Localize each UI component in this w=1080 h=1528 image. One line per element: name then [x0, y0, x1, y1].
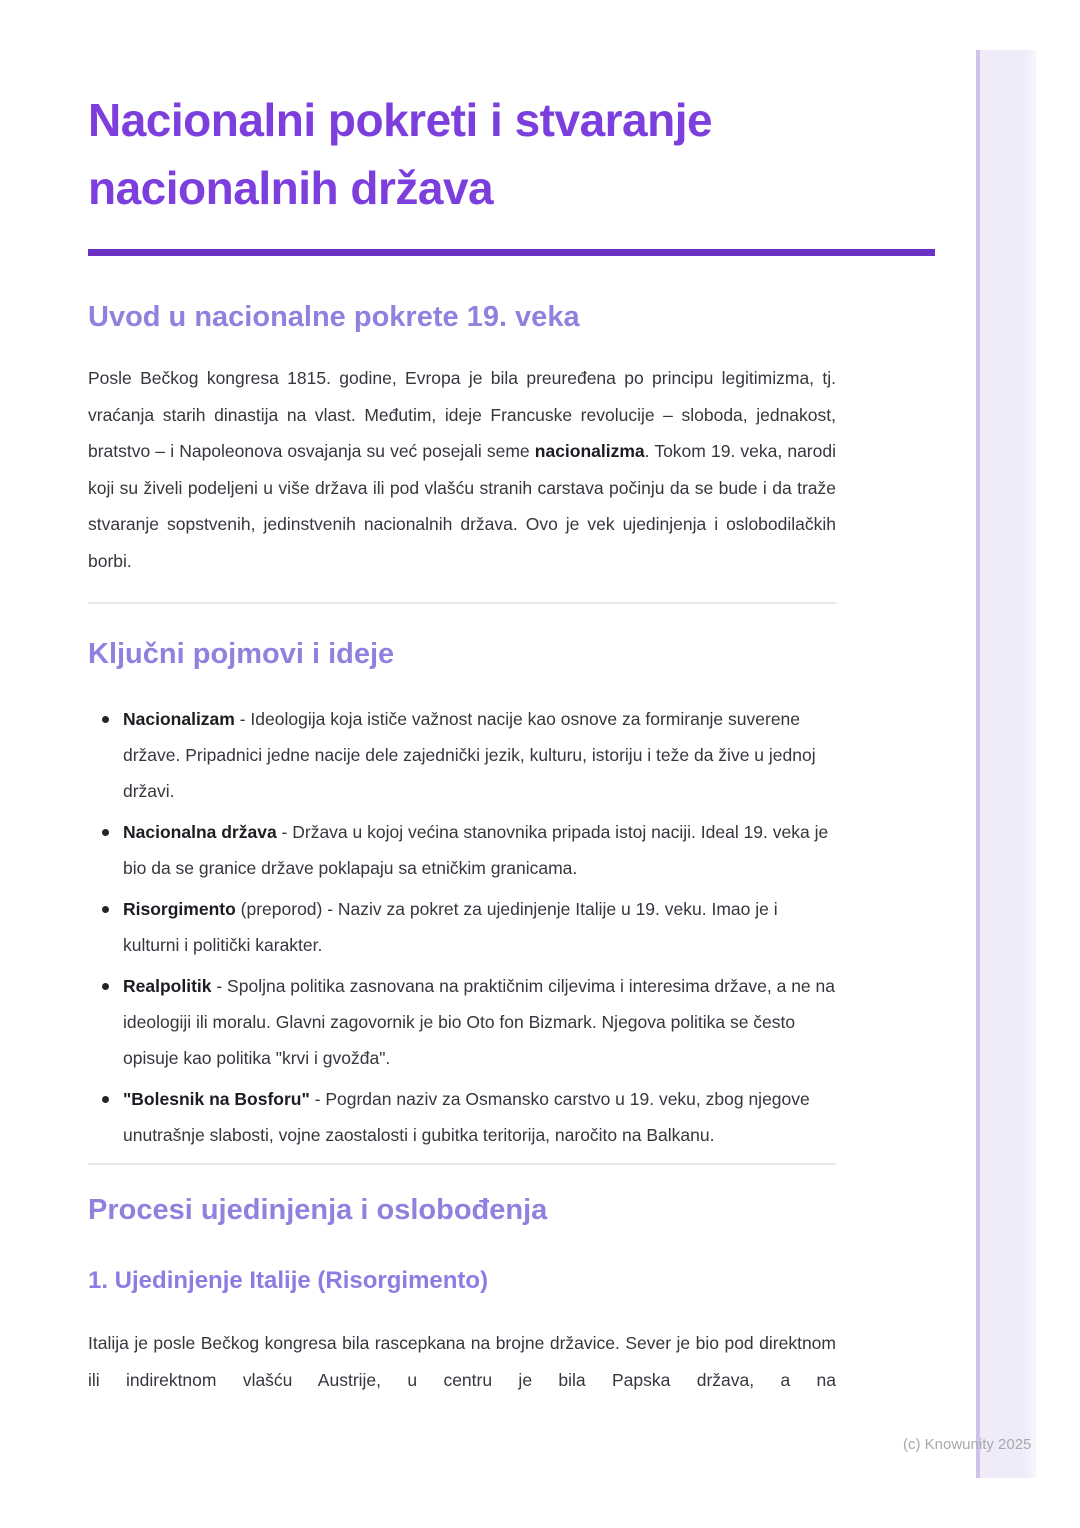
intro-text-before: Posle Bečkog kongresa 1815. godine, Evropa je bila preuređena po principu legitimizma, tj. vraćanja starih dinastija na vlast. Međutim, ideje Francuske revolucije – sloboda, jednakost, bratstvo – i Napoleonova osvajanja su već posejali seme [88, 368, 836, 461]
term-label: "Bolesnik na Bosforu" [123, 1089, 310, 1109]
section-heading-intro: Uvod u nacionalne pokrete 19. veka [88, 301, 580, 333]
term-label: Nacionalizam [123, 709, 235, 729]
list-item [88, 891, 836, 963]
section-divider [88, 602, 836, 604]
intro-text-after: . Tokom 19. veka, narodi koji su živeli podeljeni u više država ili pod vlašću stranih carstava počinju da se bude i da traže stvaranje sopstvenih, jedinstvenih nacionalnih država. Ovo je vek ujedinjenja i oslobodilačkih borbi. [88, 441, 836, 571]
term-description: - Država u kojoj većina stanovnika pripada istoj naciji. Ideal 19. veka je bio da se granice države poklapaju sa etničkim granicama. [123, 822, 829, 878]
section-heading-key-terms: Ključni pojmovi i ideje [88, 638, 395, 670]
term-label: Risorgimento [123, 899, 236, 919]
term-description: - Spoljna politika zasnovana na praktičnim ciljevima i interesima države, a ne na ideologiji ili moralu. Glavni zagovornik je bio Oto fon Bizmark. Njegova politika se često opisuje kao politika "krvi i gvožđa". [123, 976, 835, 1068]
term-description: - Pogrdan naziv za Osmansko carstvo u 19. veku, zbog njegove unutrašnje slabosti, vojne zaostalosti i gubitka teritorija, naročito na Balkanu. [123, 1089, 810, 1145]
section-heading-processes: Procesi ujedinjenja i oslobođenja [88, 1194, 548, 1226]
side-strip-decoration [976, 50, 1036, 1478]
intro-paragraph [88, 360, 836, 579]
term-label: Nacionalna država [123, 822, 277, 842]
term-label: Realpolitik [123, 976, 212, 996]
document-content [88, 0, 935, 1398]
term-description: - Ideologija koja ističe važnost nacije kao osnove za formiranje suverene države. Pripadnici jedne nacije dele zajednički jezik, kulturu, istoriju i teže da žive u jednoj državi. [123, 709, 816, 801]
subsection-heading-italy: 1. Ujedinjenje Italije (Risorgimento) [88, 1267, 489, 1294]
italy-paragraph: Italija je posle Bečkog kongresa bila rascepkana na brojne državice. Sever je bio pod direktnom ili indirektnom vlašću Austrije, u centru je bila Papska država, a na [88, 1333, 836, 1390]
list-item [88, 701, 836, 809]
intro-text-bold: nacionalizma [534, 441, 645, 461]
key-terms-list [88, 701, 836, 1153]
list-item [88, 1081, 836, 1153]
list-item [88, 968, 836, 1076]
copyright-text: (c) Knowunity 2025 [903, 1436, 1032, 1453]
section-divider [88, 1163, 836, 1165]
page-title: Nacionalni pokreti i stvaranje nacionalnih država [88, 94, 713, 214]
term-description: (preporod) - Naziv za pokret za ujedinjenje Italije u 19. veku. Imao je i kulturni i politički karakter. [123, 899, 778, 955]
list-item [88, 814, 836, 886]
title-rule [88, 249, 935, 256]
